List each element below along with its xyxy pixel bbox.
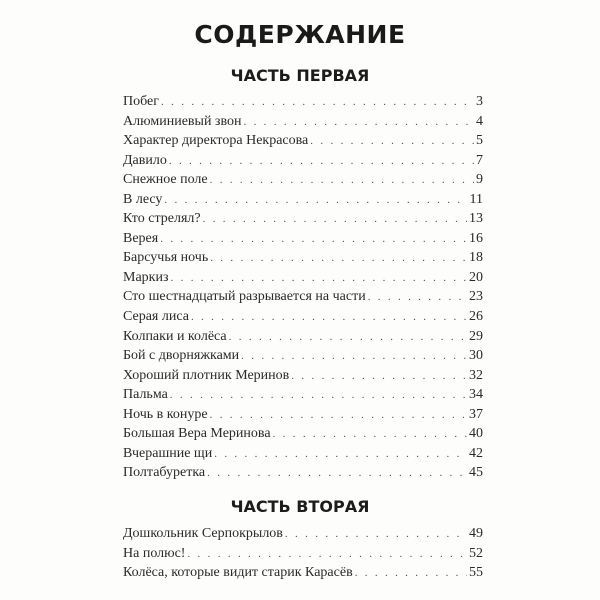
toc-entry-page: 5 [476,133,483,149]
toc-entry-title: Снежное поле [123,172,208,188]
dot-leader [169,152,474,172]
dot-leader [171,269,468,289]
part-one-toc [123,92,483,483]
toc-entry [123,405,483,425]
dot-leader [207,464,467,484]
dot-leader [229,328,467,348]
toc-entry-title: Полтабуретка [123,465,206,481]
toc-entry-page: 29 [469,328,483,344]
toc-entry-title: Маркиз [123,269,169,285]
dot-leader [291,367,467,387]
toc-entry-page: 45 [469,465,483,481]
toc-entry-page: 16 [469,230,483,246]
toc-entry [123,287,483,307]
dot-leader [243,113,474,133]
toc-entry-page: 40 [469,426,483,442]
dot-leader [273,425,467,445]
toc-entry-title: На полюс! [123,545,186,561]
toc-entry [123,366,483,386]
toc-entry [123,563,483,583]
dot-leader [210,249,467,269]
toc-entry-title: Пальма [123,387,168,403]
dot-leader [285,525,467,545]
dot-leader [310,132,474,152]
part-two-toc [123,524,483,583]
toc-entry-title: Характер директора Некрасова [123,133,309,149]
toc-entry-page: 13 [469,211,483,227]
toc-entry-page: 55 [469,565,483,581]
toc-entry-page: 23 [469,289,483,305]
toc-entry [123,268,483,288]
toc-entry-page: 37 [469,406,483,422]
toc-entry [123,524,483,544]
toc-entry-page: 18 [469,250,483,266]
toc-entry-title: Колпаки и колёса [123,328,227,344]
toc-entry-title: Серая лиса [123,309,189,325]
dot-leader [170,386,467,406]
toc-entry-page: 26 [469,309,483,325]
toc-entry-title: В лесу [123,191,163,207]
toc-entry-page: 49 [469,526,483,541]
toc-entry-page: 9 [476,172,483,188]
toc-entry-page: 3 [476,94,483,109]
toc-entry [123,444,483,464]
toc-entry [123,327,483,347]
dot-leader [187,545,467,565]
dot-leader [164,191,467,211]
dot-leader [191,308,467,328]
page-title: СОДЕРЖАНИЕ [194,20,406,49]
toc-entry [123,248,483,268]
toc-entry-title: Алюминиевый звон [123,113,242,129]
toc-entry-title: Хороший плотник Меринов [123,367,290,383]
toc-entry-title: Вчерашние щи [123,445,213,461]
dot-leader [210,171,474,191]
toc-entry [123,544,483,564]
toc-entry-page: 7 [476,152,483,168]
toc-entry [123,190,483,210]
toc-entry [123,307,483,327]
toc-entry-title: Бой с дворняжками [123,348,240,364]
part-one-heading: ЧАСТЬ ПЕРВАЯ [230,66,370,85]
dot-leader [203,210,467,230]
part-two-heading: ЧАСТЬ ВТОРАЯ [230,497,370,516]
toc-entry-title: Барсучья ночь [123,250,209,266]
dot-leader [210,406,467,426]
toc-entry-page: 30 [469,348,483,364]
dot-leader [160,230,467,250]
toc-entry [123,229,483,249]
toc-entry-title: Сто шестнадцатый разрывается на части [123,289,366,305]
toc-entry [123,112,483,132]
dot-leader [161,93,474,113]
toc-entry-page: 42 [469,445,483,461]
toc-entry [123,463,483,483]
toc-entry [123,424,483,444]
toc-entry-page: 34 [469,387,483,403]
toc-entry-title: Кто стрелял? [123,211,201,227]
toc-entry-title: Колёса, которые видит старик Карасёв [123,565,353,581]
toc-entry [123,385,483,405]
toc-entry-title: Давило [123,152,167,168]
toc-entry-page: 4 [476,113,483,129]
toc-entry-page: 52 [469,545,483,561]
toc-entry [123,209,483,229]
toc-entry-page: 11 [469,191,483,207]
toc-entry-title: Верея [123,230,159,246]
dot-leader [214,445,467,465]
toc-entry [123,346,483,366]
toc-entry-title: Дошкольник Серпокрылов [123,526,283,541]
toc-entry [123,151,483,171]
toc-entry [123,131,483,151]
toc-entry-title: Большая Вера Меринова [123,426,271,442]
toc-entry-title: Побег [123,94,160,109]
toc-entry-title: Ночь в конуре [123,406,208,422]
dot-leader [241,347,467,367]
toc-entry-page: 20 [469,269,483,285]
toc-entry [123,92,483,112]
toc-entry-page: 32 [469,367,483,383]
toc-entry [123,170,483,190]
dot-leader [355,564,467,584]
dot-leader [368,288,467,308]
